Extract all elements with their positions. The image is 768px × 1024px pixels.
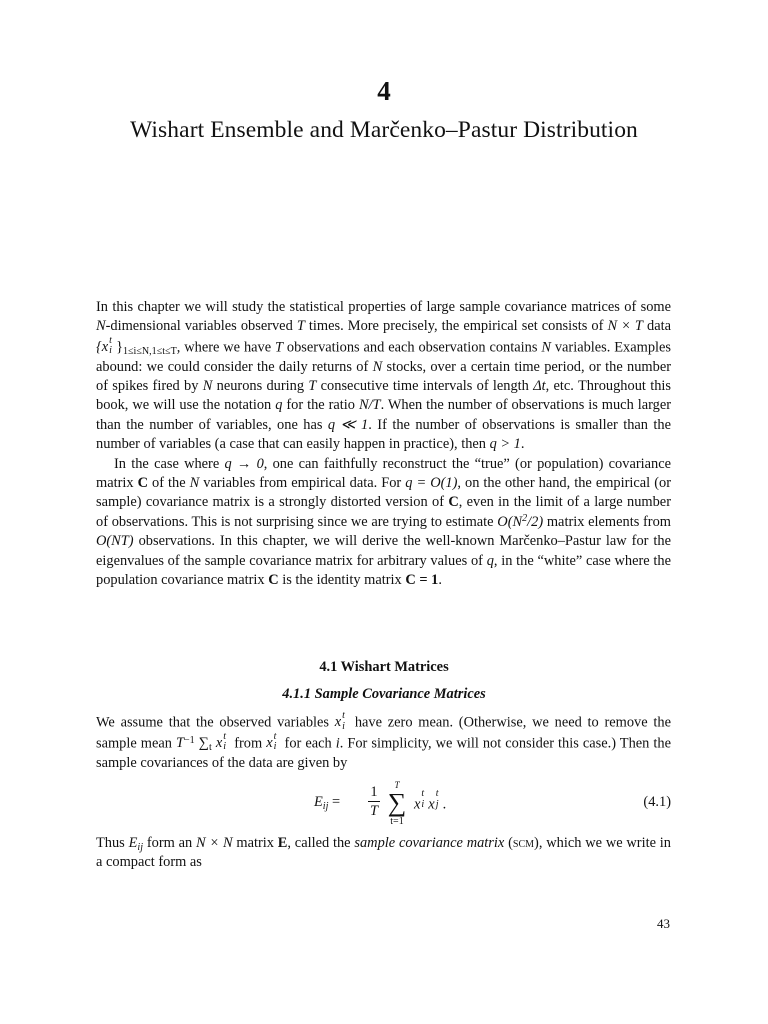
math-brace: } — [116, 339, 123, 356]
math-var: T — [308, 378, 317, 395]
math-expr — [266, 731, 280, 753]
text-run: , where we have — [176, 339, 275, 356]
text-run: In this chapter we will study the statistical properties of large sample covariance matrices of some — [96, 299, 671, 315]
math-base: {x — [96, 339, 109, 356]
emphasis-term: sample covariance matrix — [354, 835, 505, 851]
math-matrix: C — [448, 494, 459, 511]
text-run: for the ratio — [282, 397, 359, 414]
text-run: from — [230, 735, 267, 752]
math-sub: ij — [322, 801, 329, 813]
math-sup: −1 — [184, 734, 195, 746]
math-sub: i — [223, 741, 227, 753]
math-expr: q → 0 — [224, 455, 264, 472]
text-run: -dimensional variables observed — [105, 318, 297, 335]
math-sub: i — [273, 741, 277, 753]
math-subsup — [273, 731, 281, 753]
math-expr: N × T — [607, 318, 643, 335]
text-run: , even in the limit of a large number of observations. This is not surprising since we are trying to estimate — [96, 494, 671, 530]
math-sup: t — [421, 788, 425, 800]
math-expr — [175, 731, 230, 754]
math-expr: q > 1 — [489, 436, 521, 453]
sum-upper-limit: T — [394, 780, 400, 790]
math-var: T — [275, 339, 284, 356]
section-heading: 4.1 Wishart Matrices — [319, 659, 449, 675]
intro-text — [96, 298, 671, 590]
paragraph-intro-2 — [96, 455, 671, 591]
text-run: . — [438, 572, 442, 589]
text-run: . — [520, 436, 525, 453]
text-run: . If the number of observations is smaller than the number of variables (a case that can easily happen in practice), then — [96, 416, 671, 453]
text-run: variables from empirical data. For — [199, 475, 406, 492]
text-run: variables. Examples abound: we could consider the daily returns of — [96, 339, 671, 375]
math-sub: j — [435, 798, 439, 810]
math-var: N — [202, 378, 213, 395]
text-run: In the case where — [114, 455, 225, 472]
math-subsup — [435, 788, 443, 810]
math-sub: i — [342, 720, 345, 732]
summation — [384, 780, 410, 827]
math-var: q — [486, 552, 494, 569]
math-var: N — [96, 318, 106, 335]
text-run: observations and each observation contains — [283, 339, 542, 356]
paragraph-after-equation — [96, 834, 671, 873]
after-equation-text — [96, 834, 671, 873]
text-run: stocks, over a certain time period, or the number of spikes fired by — [96, 358, 671, 395]
math-var: N — [541, 339, 551, 356]
text-run: neurons during — [212, 378, 309, 395]
sum-lower-limit: t=1 — [390, 816, 404, 827]
fraction-numerator: 1 — [370, 784, 378, 800]
text-run: for each — [280, 735, 336, 752]
math-sub: ij — [137, 842, 144, 854]
math-expr: N × N — [196, 835, 233, 851]
math-base: x — [414, 796, 421, 813]
text-run: data — [642, 318, 671, 335]
paragraph-section-1 — [96, 712, 671, 773]
fraction-denominator: T — [369, 803, 378, 819]
page-number: 43 — [657, 916, 670, 931]
text-run: have zero mean. (Otherwise, we need to remove the sample mean — [96, 714, 671, 752]
math-identity: 1 — [431, 572, 439, 589]
math-subsup — [222, 731, 230, 753]
math-data-set — [96, 335, 177, 358]
text-run: . When the number of observations is much larger than the number of variables, one has — [96, 397, 672, 433]
math-sup: t — [435, 788, 439, 800]
text-run: consecutive time intervals of length — [316, 378, 534, 395]
equation-rhs — [414, 788, 447, 813]
equation-number: (4.1) — [643, 794, 671, 810]
text-run: is the identity matrix — [278, 572, 406, 589]
math-expr: O(NT) — [96, 533, 134, 550]
text-run: , on the other hand, the empirical (or sample) covariance matrix is a strongly distorted version of — [96, 475, 671, 511]
math-base: E — [314, 794, 323, 810]
math-matrix: C — [137, 475, 148, 492]
math-subsup — [108, 335, 116, 357]
math-expr — [334, 710, 349, 732]
math-var: N — [189, 475, 200, 492]
text-run: , etc. Throughout this book, we will use the notation — [96, 378, 671, 414]
math-part: O(N — [497, 513, 523, 530]
math-matrix: E — [277, 835, 288, 851]
text-run: matrix elements from — [543, 513, 671, 530]
text-run: form an — [143, 835, 197, 851]
math-base: x — [266, 735, 273, 752]
math-matrix: C = — [405, 572, 432, 589]
equation-lhs — [314, 794, 340, 811]
text-run: , one can faithfully reconstruct the “true” (or population) covariance matrix — [96, 455, 671, 492]
math-expr — [497, 514, 543, 530]
math-sup: t — [342, 710, 345, 722]
text-run: observations. In this chapter, we will derive the well-known Marčenko–Pastur law for the eigenvalues of the sample covariance matrix for arbitrary values of — [96, 533, 671, 569]
math-subsup — [341, 710, 349, 732]
text-run: times. More precisely, the empirical set consists of — [304, 318, 608, 335]
fraction — [368, 784, 380, 819]
math-var: T — [296, 318, 305, 335]
text-run: matrix — [232, 835, 278, 851]
text-run: . For simplicity, we will not consider this case.) Then the sample covariances of the data are given by — [96, 735, 671, 771]
math-expr: q ≪ 1 — [327, 416, 369, 433]
math-var: i — [335, 735, 340, 752]
text-run: , in the “white” case where the population covariance matrix — [96, 552, 671, 589]
math-expr: N/T — [358, 397, 381, 414]
subsection-heading: 4.1.1 Sample Covariance Matrices — [282, 686, 486, 702]
text-run: ( — [504, 835, 513, 851]
math-expr: Δt — [533, 378, 546, 395]
sum-symbol: ∑ — [198, 735, 210, 752]
paragraph-intro-1 — [96, 298, 671, 455]
math-range: 1≤i≤N,1≤t≤T — [122, 346, 177, 358]
math-var: q — [275, 397, 283, 414]
math-sup: t — [273, 731, 277, 743]
math-sup: t — [109, 335, 112, 347]
math-base: x — [215, 735, 223, 752]
math-expr: q = O(1) — [405, 475, 458, 492]
math-subsup — [420, 788, 428, 810]
chapter-title: Wishart Ensemble and Marčenko–Pastur Distribution — [130, 117, 638, 143]
text-run: Thus — [96, 835, 129, 851]
math-sub: i — [421, 798, 425, 810]
text-run: ), which we we write in a compact form as — [96, 835, 671, 871]
math-sub: i — [109, 345, 112, 357]
math-part: /2) — [527, 513, 544, 530]
text-run: We assume that the observed variables — [96, 714, 335, 731]
math-sub: t — [209, 742, 212, 754]
period: . — [442, 796, 447, 813]
math-matrix: C — [268, 572, 279, 589]
text-run: , called the — [287, 835, 355, 851]
acronym: scm — [512, 835, 535, 851]
sum-symbol: ∑ — [387, 788, 407, 817]
math-var: N — [372, 358, 383, 375]
section-text — [96, 712, 671, 773]
equation-4-1 — [96, 780, 671, 830]
math-base: x — [428, 796, 435, 813]
math-base: E — [128, 835, 138, 851]
fraction-bar — [368, 801, 380, 802]
chapter-number: 4 — [377, 76, 391, 106]
text-run: of the — [148, 475, 190, 492]
math-sup: t — [223, 731, 227, 743]
equals-sign: = — [332, 794, 341, 810]
math-sup: 2 — [522, 513, 528, 525]
math-base: T — [175, 735, 184, 752]
math-base: x — [334, 714, 342, 731]
